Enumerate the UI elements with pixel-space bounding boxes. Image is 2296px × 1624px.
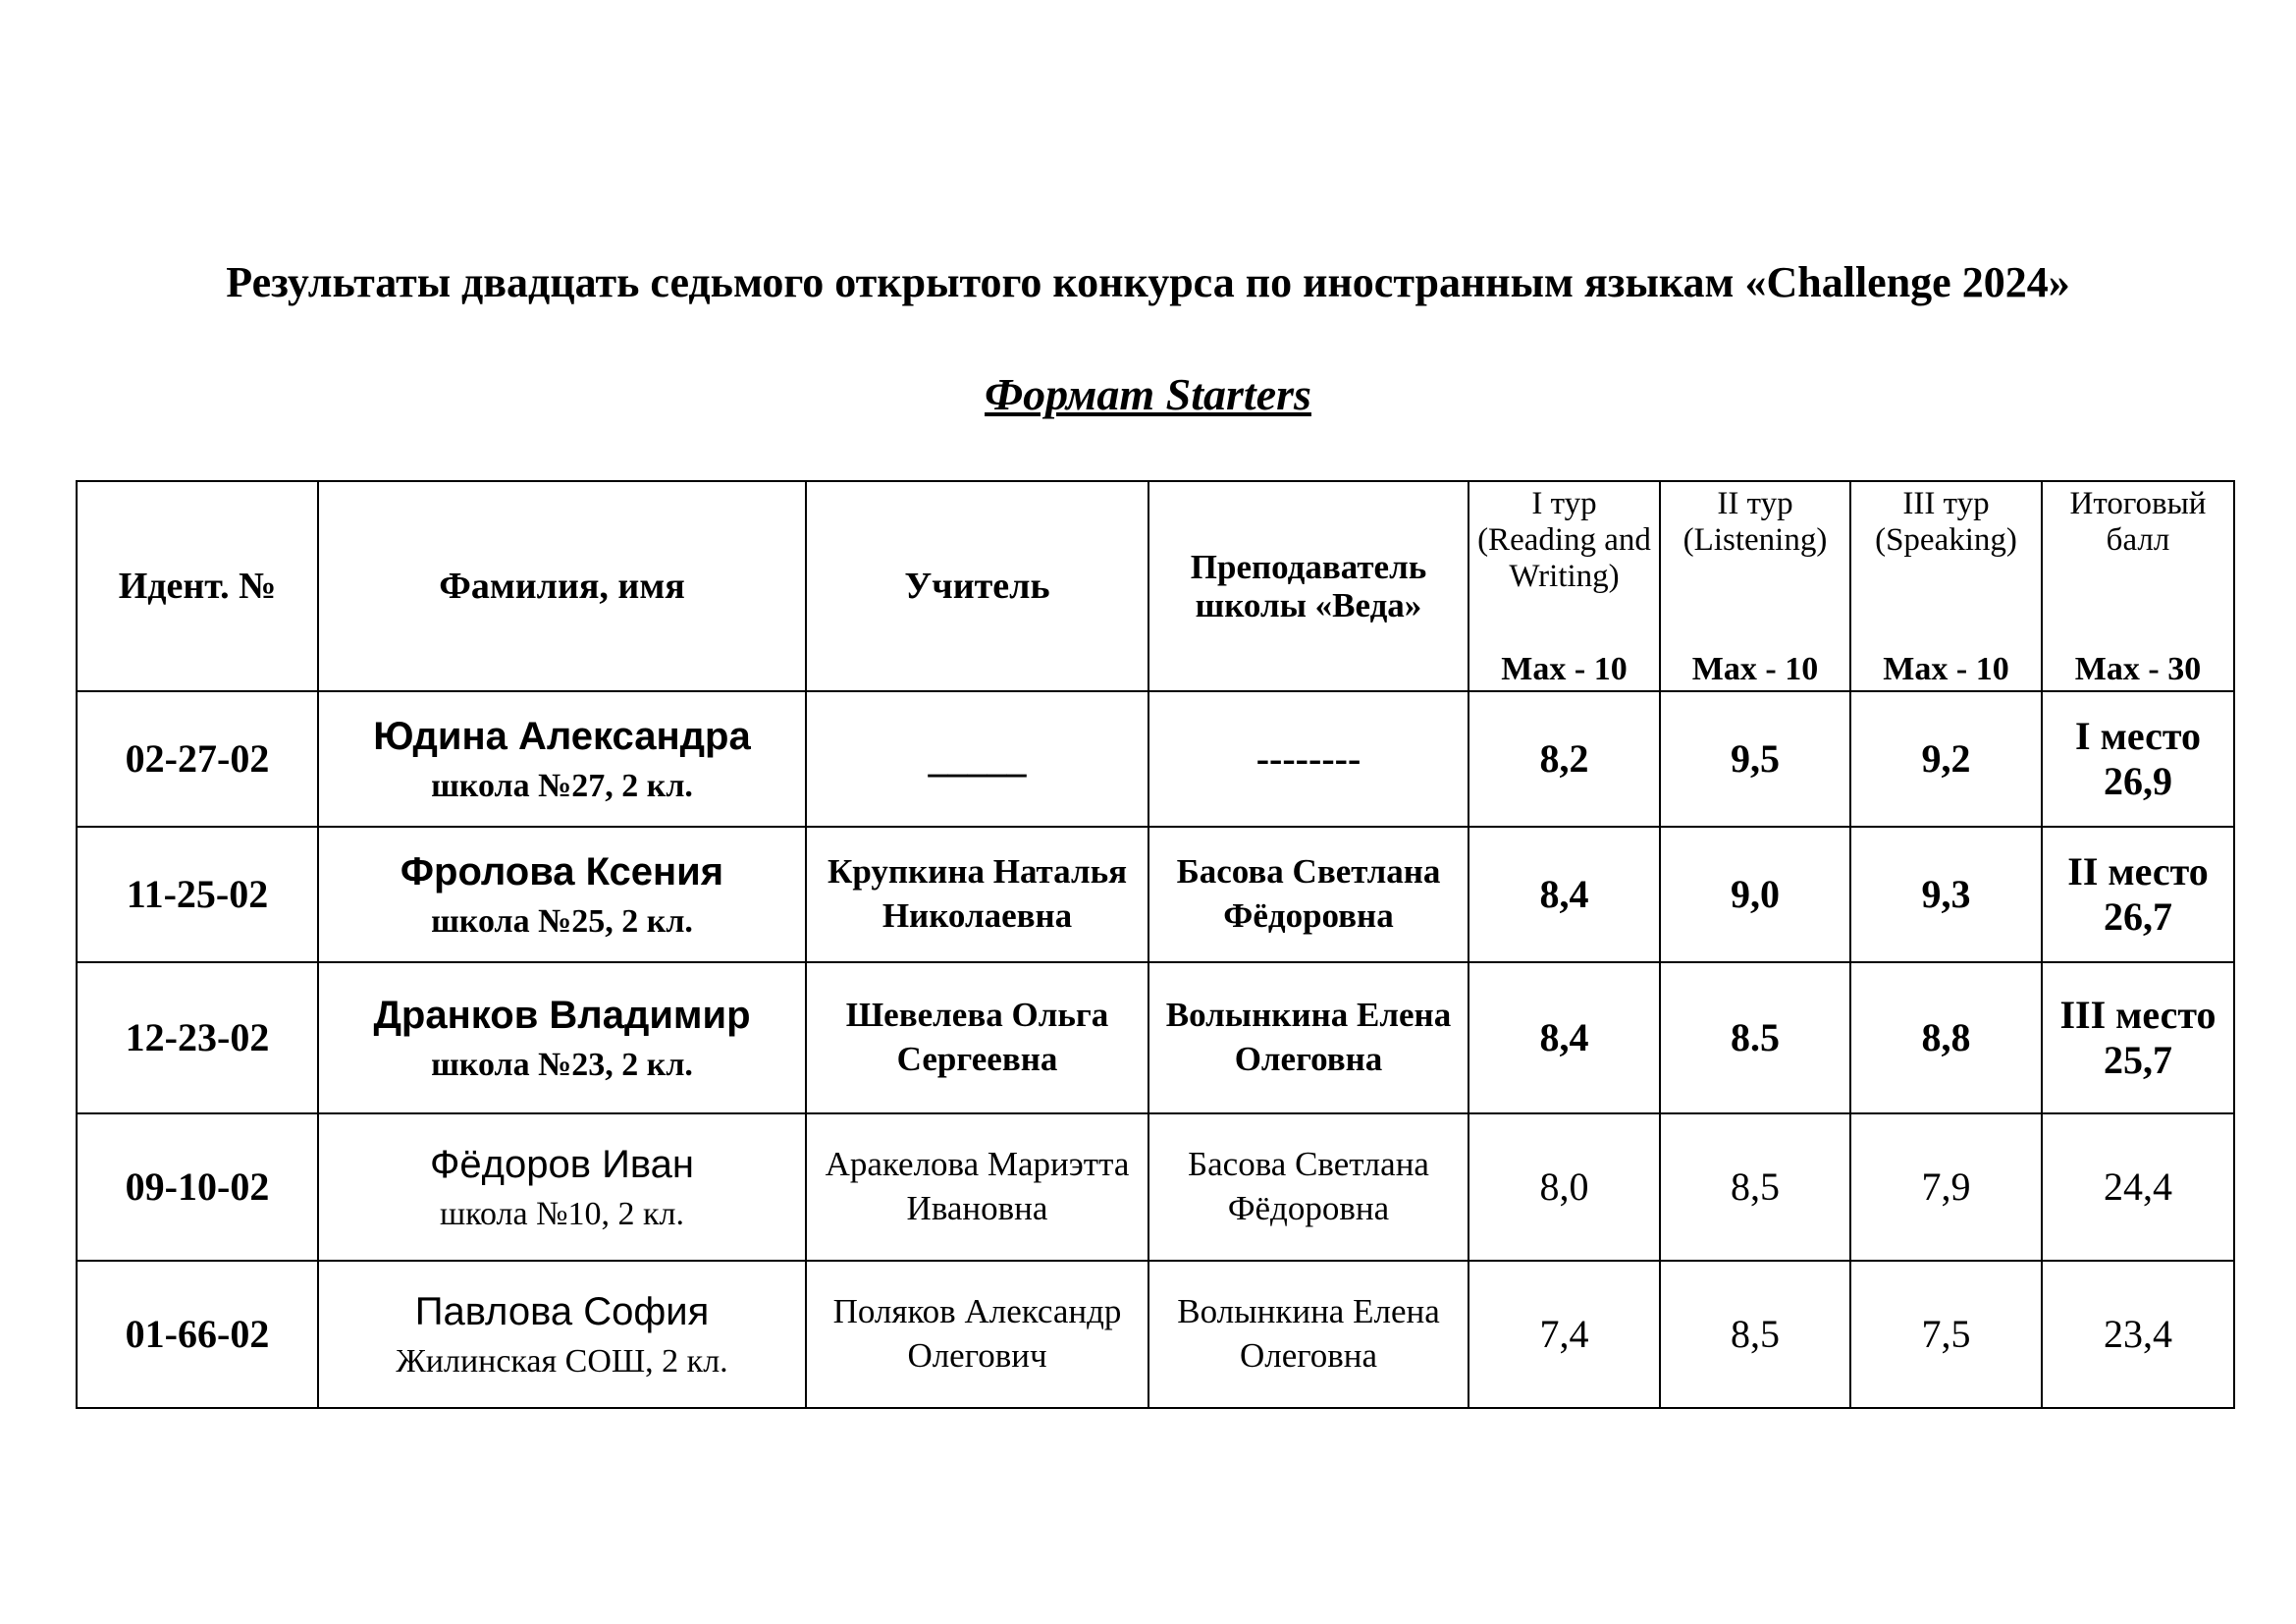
participant-school: школа №25, 2 кл. [431, 902, 693, 940]
total-score: 23,4 [2042, 1261, 2234, 1408]
tutor-name: Басова Светлана Фёдоровна [1148, 827, 1468, 962]
header-round-1-max: Max - 10 [1501, 650, 1628, 687]
participant-id: 12-23-02 [77, 962, 318, 1113]
round-1-score: 8,2 [1468, 691, 1660, 827]
participant-cell [318, 691, 806, 827]
header-tutor: Преподаватель школы «Веда» [1148, 481, 1468, 691]
header-name: Фамилия, имя [318, 481, 806, 691]
header-round-3-label: III тур (Speaking) [1875, 486, 2017, 558]
participant-name: Дранков Владимир [373, 993, 751, 1037]
teacher-name: _____ [806, 691, 1148, 827]
tutor-name: Басова Светлана Фёдоровна [1148, 1113, 1468, 1261]
round-2-score: 8.5 [1660, 962, 1850, 1113]
round-1-score: 8,4 [1468, 827, 1660, 962]
total-score: 24,4 [2042, 1113, 2234, 1261]
table-row [77, 1113, 2234, 1261]
table-row [77, 827, 2234, 962]
round-1-score: 8,4 [1468, 962, 1660, 1113]
participant-name: Фёдоров Иван [430, 1142, 694, 1186]
header-round-2-label: II тур (Listening) [1682, 486, 1828, 558]
round-3-score: 7,9 [1850, 1113, 2042, 1261]
teacher-name: Поляков Александр Олегович [806, 1261, 1148, 1408]
header-round-2 [1660, 481, 1850, 691]
header-round-3 [1850, 481, 2042, 691]
tutor-name: Волынкина Елена Олеговна [1148, 962, 1468, 1113]
header-total-label: Итоговый балл [2069, 486, 2207, 558]
header-row [77, 481, 2234, 691]
total-score: III место 25,7 [2042, 962, 2234, 1113]
header-id: Идент. № [77, 481, 318, 691]
table-row [77, 1261, 2234, 1408]
participant-school: школа №27, 2 кл. [431, 767, 693, 804]
header-round-1 [1468, 481, 1660, 691]
round-1-score: 8,0 [1468, 1113, 1660, 1261]
round-3-score: 9,2 [1850, 691, 2042, 827]
round-2-score: 8,5 [1660, 1113, 1850, 1261]
table-row [77, 691, 2234, 827]
header-teacher: Учитель [806, 481, 1148, 691]
page-title: Результаты двадцать седьмого открытого конкурса по иностранным языкам «Challenge 2024» [226, 258, 2070, 306]
teacher-name: Крупкина Наталья Николаевна [806, 827, 1148, 962]
participant-name: Фролова Ксения [400, 849, 724, 893]
format-subtitle: Формат Starters [985, 369, 1311, 419]
round-3-score: 7,5 [1850, 1261, 2042, 1408]
round-1-score: 7,4 [1468, 1261, 1660, 1408]
participant-id: 01-66-02 [77, 1261, 318, 1408]
participant-id: 09-10-02 [77, 1113, 318, 1261]
participant-school: школа №10, 2 кл. [439, 1195, 684, 1232]
participant-school: школа №23, 2 кл. [431, 1046, 693, 1083]
participant-name: Юдина Александра [373, 714, 751, 758]
total-score: II место 26,7 [2042, 827, 2234, 962]
participant-cell [318, 1113, 806, 1261]
header-round-3-max: Max - 10 [1883, 650, 2009, 687]
round-2-score: 9,5 [1660, 691, 1850, 827]
header-total-max: Max - 30 [2074, 650, 2202, 687]
participant-cell [318, 962, 806, 1113]
participant-cell [318, 1261, 806, 1408]
teacher-name: Аракелова Мариэтта Ивановна [806, 1113, 1148, 1261]
table-row [77, 962, 2234, 1113]
header-total [2042, 481, 2234, 691]
participant-id: 11-25-02 [77, 827, 318, 962]
teacher-name: Шевелева Ольга Сергеевна [806, 962, 1148, 1113]
header-round-2-max: Max - 10 [1691, 650, 1819, 687]
tutor-name: -------- [1148, 691, 1468, 827]
header-round-1-label: I тур (Reading and Writing) [1477, 486, 1651, 594]
tutor-name: Волынкина Елена Олеговна [1148, 1261, 1468, 1408]
round-3-score: 8,8 [1850, 962, 2042, 1113]
participant-name: Павлова София [414, 1289, 710, 1333]
results-table [76, 480, 2235, 1409]
total-score: I место 26,9 [2042, 691, 2234, 827]
participant-id: 02-27-02 [77, 691, 318, 827]
participant-cell [318, 827, 806, 962]
round-2-score: 9,0 [1660, 827, 1850, 962]
participant-school: Жилинская СОШ, 2 кл. [396, 1342, 728, 1380]
round-2-score: 8,5 [1660, 1261, 1850, 1408]
round-3-score: 9,3 [1850, 827, 2042, 962]
